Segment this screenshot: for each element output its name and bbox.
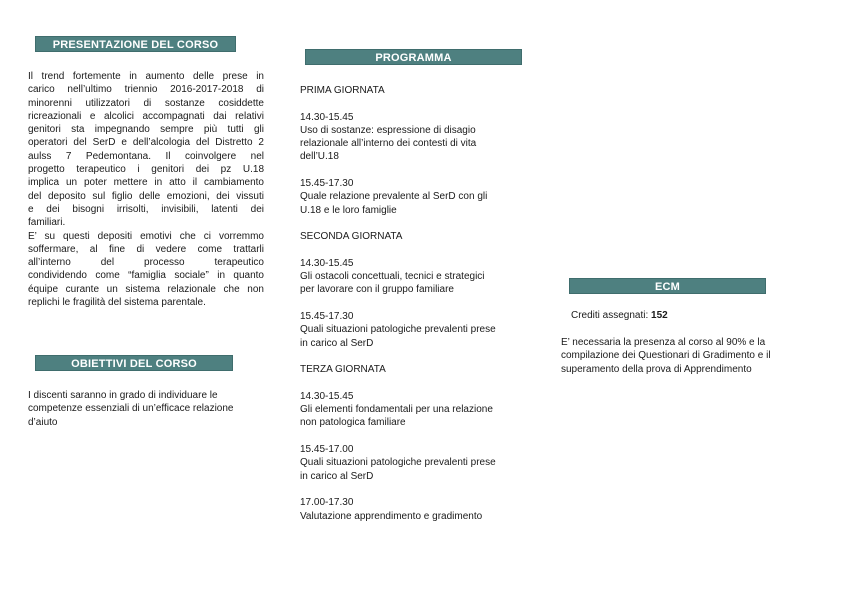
day-3-title [300, 363, 530, 376]
session-time: 14.30-15.45 [300, 390, 354, 402]
session-time: 17.00-17.30 [300, 497, 354, 509]
day-label: PRIMA GIORNATA [300, 85, 385, 96]
obiettivi-header: OBIETTIVI DEL CORSO [35, 355, 233, 371]
credits-label: Crediti assegnati: [571, 310, 652, 321]
session-4 [300, 310, 530, 350]
text-line: superamento della prova di Apprendimento [561, 363, 752, 375]
ecm-requirements [561, 336, 801, 376]
session-time: 14.30-15.45 [300, 257, 354, 269]
session-text: U.18 e le loro famiglie [300, 204, 397, 216]
text-line: ricreazionali e alcolici accompagnati dai relativi [28, 110, 264, 122]
session-7 [300, 496, 530, 523]
text-line: minorenni utilizzatori di sostanze cosiddette [28, 97, 264, 109]
session-text: in carico al SerD [300, 337, 374, 349]
session-text: Gli ostacoli concettuali, tecnici e strategici [300, 271, 485, 283]
text-line: carico nell’ultimo triennio 2016-2017-2018 di [28, 84, 264, 96]
day-2-title [300, 230, 530, 243]
session-text: relazionale all’interno dei contesti di vita [300, 138, 477, 150]
session-text: non patologica familiare [300, 417, 406, 429]
session-text: Valutazione apprendimento e gradimento [300, 510, 483, 522]
text-line: implica un poter mettere in atto il cambiamento [28, 177, 264, 189]
text-line: I discenti saranno in grado di individuare le [28, 390, 218, 401]
text-line: operatori del SerD e dell’alcologia del Distretto 2 [28, 137, 264, 149]
day-label: SECONDA GIORNATA [300, 231, 403, 243]
text-line: équipe curante un sistema relazionale che non [28, 283, 264, 295]
text-line: del deposito sul figlio delle emozioni, dei vissuti [28, 190, 264, 202]
text-line: familiari. [28, 217, 66, 229]
session-time: 14.30-15.45 [300, 111, 354, 123]
ecm-credits [571, 309, 791, 322]
session-text: Uso di sostanze: espressione di disagio [300, 124, 476, 136]
text-line: genitori sta impegnando sempre più tutti gli [28, 124, 264, 136]
presentazione-header: PRESENTAZIONE DEL CORSO [35, 36, 236, 52]
obiettivi-text [28, 389, 264, 429]
session-time: 15.45-17.30 [300, 178, 354, 190]
session-text: Quali situazioni patologiche prevalenti prese [300, 457, 496, 469]
day-1-title [300, 84, 530, 97]
session-5 [300, 390, 530, 430]
text-line: E’ su questi depositi emotivi che ci vorremmo [28, 230, 264, 242]
session-text: Quale relazione prevalente al SerD con gli [300, 191, 488, 203]
text-line: compilazione dei Questionari di Gradimento e il [561, 350, 771, 362]
text-line: condividendo come “famiglia sociale” in quanto [28, 270, 264, 282]
text-line: Il trend fortemente in aumento delle prese in [28, 71, 264, 82]
text-line: e dei bisogni irrisolti, invisibili, latenti dei [28, 203, 264, 215]
day-label: TERZA GIORNATA [300, 364, 386, 376]
session-time: 15.45-17.30 [300, 311, 354, 323]
programma-list [300, 84, 530, 536]
session-text: Quali situazioni patologiche prevalenti prese [300, 324, 496, 336]
session-3 [300, 257, 530, 297]
text-line: competenze essenziali di un’efficace relazione [28, 403, 234, 415]
text-line: aulss 7 Pedemontana. Il coinvolgere nel [28, 150, 264, 162]
session-1 [300, 111, 530, 164]
ecm-header: ECM [569, 278, 766, 294]
text-line: replichi le fragilità del sistema parentale. [28, 297, 206, 309]
text-line: all’interno del processo terapeutico [28, 257, 264, 269]
session-6 [300, 443, 530, 483]
session-time: 15.45-17.00 [300, 444, 354, 456]
presentazione-text [28, 70, 264, 309]
credits-value: 152 [651, 310, 668, 321]
session-2 [300, 177, 530, 217]
programma-header: PROGRAMMA [305, 49, 522, 65]
session-text: in carico al SerD [300, 470, 374, 482]
text-line: progetto terapeutico i genitori dei pz U.18 [28, 164, 264, 176]
text-line: soffermare, al fine di vedere come trattarli [28, 243, 264, 255]
text-line: d’aiuto [28, 416, 58, 428]
session-text: per lavorare con il gruppo familiare [300, 284, 454, 296]
text-line: E’ necessaria la presenza al corso al 90% e la [561, 337, 766, 348]
session-text: dell’U.18 [300, 151, 339, 163]
session-text: Gli elementi fondamentali per una relazione [300, 404, 493, 416]
